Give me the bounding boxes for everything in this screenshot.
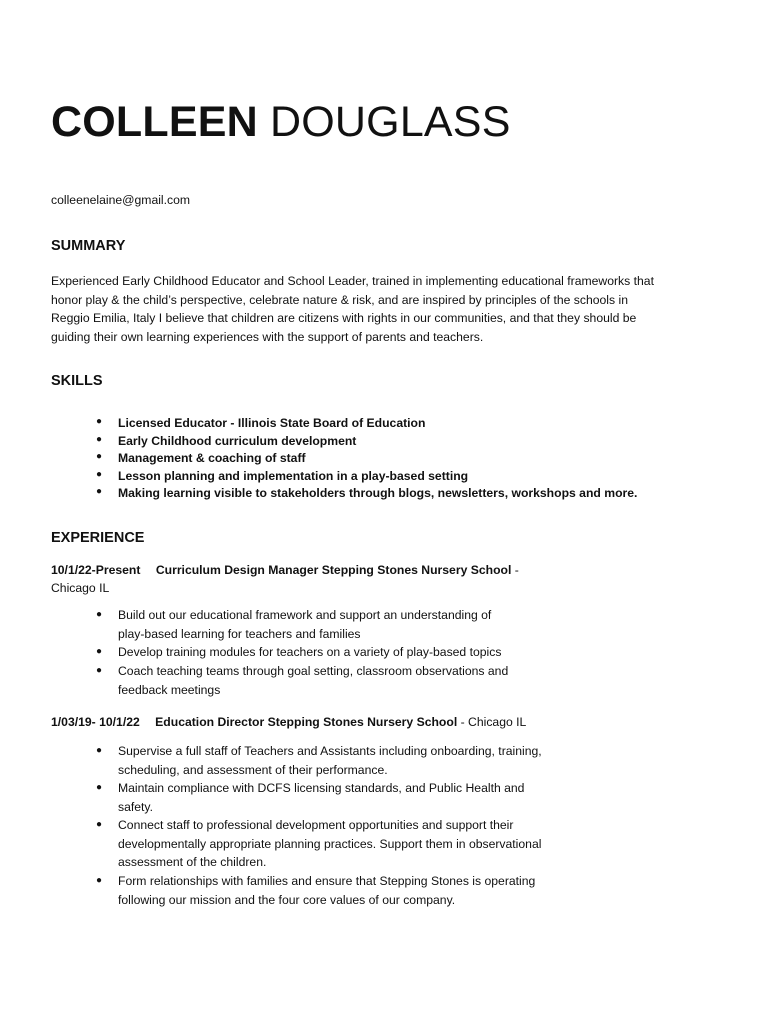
list-item	[0, 645, 768, 664]
skills-heading: SKILLS	[51, 373, 103, 389]
bullet-text: Form relationships with families and ensure that Stepping Stones is operating	[118, 873, 536, 888]
summary-line: honor play & the child’s perspective, celebrate nature & risk, and are inspired by principles of the schools in	[51, 292, 628, 307]
bullet-icon: ●	[96, 782, 103, 793]
list-item	[0, 608, 768, 645]
bullet-icon: ●	[96, 433, 103, 445]
bullet-icon: ●	[96, 819, 103, 830]
list-item	[0, 781, 768, 818]
job-separator: -	[457, 715, 469, 729]
list-item	[0, 434, 768, 452]
list-item	[0, 416, 768, 434]
summary-line: Experienced Early Childhood Educator and School Leader, trained in implementing educational frameworks that	[51, 274, 654, 288]
list-item	[0, 486, 768, 504]
experience-heading: EXPERIENCE	[51, 530, 145, 546]
skill-text: Management & coaching of staff	[118, 451, 306, 465]
job-header	[51, 713, 526, 731]
bullet-text: safety.	[118, 800, 153, 814]
job-bullets	[0, 744, 768, 911]
skill-text: Early Childhood curriculum development	[118, 433, 357, 448]
list-item	[0, 469, 768, 487]
bullet-icon: ●	[96, 451, 103, 462]
list-item	[0, 744, 768, 781]
summary-line: guiding their own learning experiences with the support of parents and teachers.	[51, 329, 484, 344]
skill-text: Making learning visible to stakeholders through blogs, newsletters, workshops and more.	[118, 486, 638, 500]
list-item	[0, 664, 768, 701]
summary-heading: SUMMARY	[51, 238, 126, 254]
bullet-text: Build out our educational framework and support an understanding of	[118, 608, 492, 622]
bullet-text: play-based learning for teachers and families	[118, 627, 361, 641]
bullet-text: Connect staff to professional development opportunities and support their	[118, 818, 514, 832]
job-location: Chicago IL	[51, 581, 110, 595]
job-location: Chicago IL	[468, 715, 527, 729]
bullet-icon: ●	[96, 468, 103, 480]
list-item	[0, 818, 768, 874]
skills-list	[0, 416, 768, 504]
bullet-text: Supervise a full staff of Teachers and Assistants including onboarding, training,	[118, 744, 542, 758]
bullet-icon: ●	[96, 609, 103, 620]
bullet-text: Coach teaching teams through goal setting, classroom observations and	[118, 663, 509, 678]
list-item	[0, 874, 768, 911]
bullet-icon: ●	[96, 745, 103, 756]
job-dates: 10/1/22-Present	[51, 563, 141, 577]
bullet-icon: ●	[96, 664, 103, 676]
bullet-text: scheduling, and assessment of their performance.	[118, 763, 388, 777]
bullet-text: Develop training modules for teachers on a variety of play-based topics	[118, 645, 502, 659]
job-dates: 1/03/19- 10/1/22	[51, 715, 140, 729]
bullet-icon: ●	[96, 874, 103, 886]
skill-text: Licensed Educator - Illinois State Board of Education	[118, 416, 426, 430]
bullet-icon: ●	[96, 416, 103, 427]
bullet-text: following our mission and the four core values of our company.	[118, 892, 456, 907]
summary-line: Reggio Emilia, Italy I believe that children are citizens with rights in our communities, and that they should be	[51, 311, 637, 326]
bullet-text: feedback meetings	[118, 682, 221, 697]
job-header	[51, 561, 519, 579]
list-item	[0, 451, 768, 469]
bullet-text: developmentally appropriate planning practices. Support them in observational	[118, 837, 542, 851]
job-title: Curriculum Design Manager Stepping Stones Nursery School	[155, 563, 512, 577]
candidate-name	[51, 95, 511, 149]
job-separator: -	[511, 563, 519, 577]
job-bullets	[0, 608, 768, 701]
bullet-icon: ●	[96, 646, 103, 657]
bullet-text: Maintain compliance with DCFS licensing standards, and Public Health and	[118, 781, 525, 795]
bullet-icon: ●	[96, 486, 103, 497]
skill-text: Lesson planning and implementation in a play-based setting	[118, 468, 469, 483]
first-name: COLLEEN	[51, 98, 258, 146]
bullet-text: assessment of the children.	[118, 855, 267, 869]
email-address: colleenelaine@gmail.com	[51, 193, 191, 207]
job-title: Education Director Stepping Stones Nursery School	[155, 715, 458, 729]
last-name: DOUGLASS	[270, 98, 511, 146]
summary-paragraph	[51, 272, 711, 346]
